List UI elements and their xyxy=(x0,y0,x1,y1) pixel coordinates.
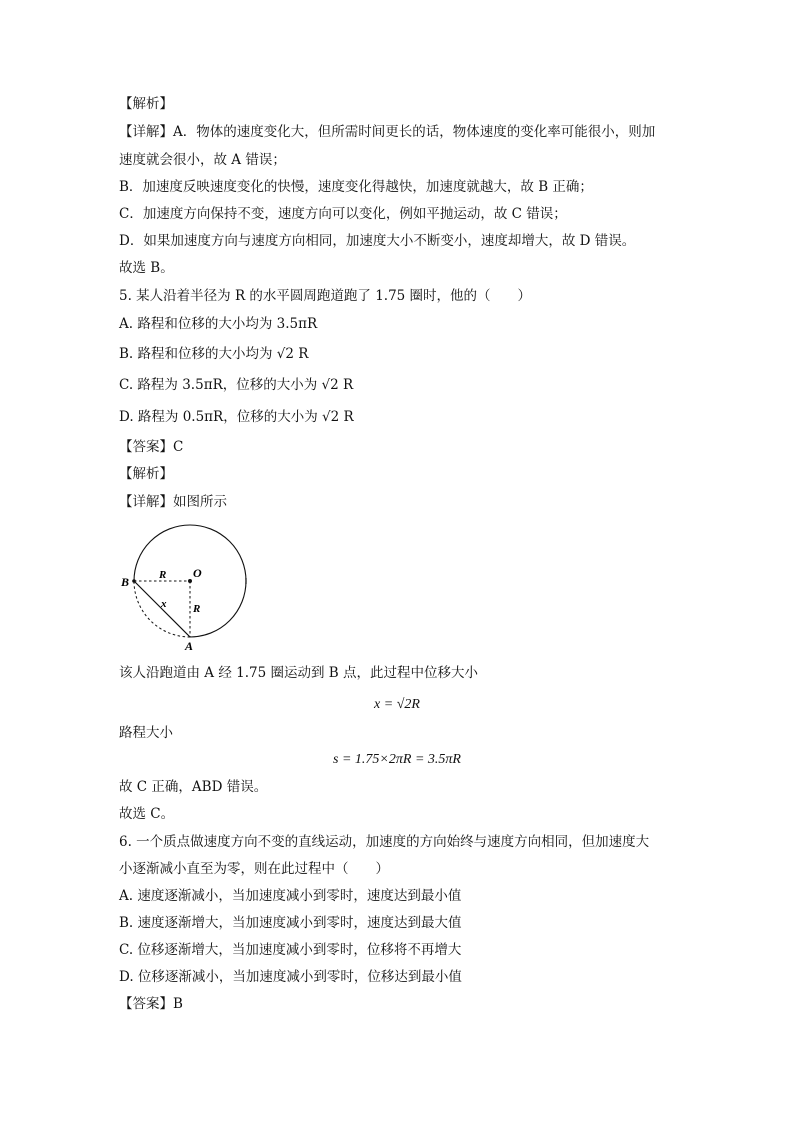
q5-option-a: A. 路程和位移的大小均为 3.5πR xyxy=(119,316,318,332)
question-6: 6. 一个质点做速度方向不变的直线运动，加速度的方向始终与速度方向相同，但加速度大 xyxy=(119,834,650,850)
q5-option-b: B. 路程和位移的大小均为 √2 R xyxy=(119,346,309,362)
label-r-horizontal: R xyxy=(159,569,167,581)
q6-option-d: D. 位移逐渐减小，当加速度减小到零时，位移达到最小值 xyxy=(119,969,462,985)
q5-option-c: C. 路程为 3.5πR，位移的大小为 √2 R xyxy=(119,377,354,393)
section-analysis-heading: 【解析】 xyxy=(119,96,173,112)
label-x: x xyxy=(161,598,167,610)
equation-path: s = 1.75×2πR = 3.5πR xyxy=(333,752,461,767)
q6-option-a: A. 速度逐渐减小，当加速度减小到零时，速度达到最小值 xyxy=(119,888,462,904)
label-b: B xyxy=(121,575,130,589)
detail-line-c: C．加速度方向保持不变，速度方向可以变化，例如平抛运动，故 C 错误； xyxy=(119,206,567,222)
q6-answer: 【答案】B xyxy=(119,996,183,1012)
q6-option-c: C. 位移逐渐增大，当加速度减小到零时，位移将不再增大 xyxy=(119,942,462,958)
q5-detail-intro: 【详解】如图所示 xyxy=(119,494,227,510)
label-r-vertical: R xyxy=(193,603,201,615)
question-6-cont: 小逐渐减小直至为零，则在此过程中（ ） xyxy=(119,861,389,877)
path-length-label: 路程大小 xyxy=(119,725,173,741)
detail-line-a-cont: 速度就会很小，故 A 错误； xyxy=(119,152,286,168)
question-5: 5. 某人沿着半径为 R 的水平圆周跑道跑了 1.75 圈时，他的（ ） xyxy=(119,288,532,304)
q5-conclusion: 故 C 正确，ABD 错误。 xyxy=(119,779,268,795)
q5-final-choice: 故选 C。 xyxy=(119,806,175,822)
label-a: A xyxy=(185,639,194,653)
label-o: O xyxy=(193,566,202,580)
detail-line-d: D．如果加速度方向与速度方向相同，加速度大小不断变小，速度却增大，故 D 错误。 xyxy=(119,233,636,249)
q6-option-b: B. 速度逐渐增大，当加速度减小到零时，速度达到最大值 xyxy=(119,915,462,931)
q5-explanation: 该人沿跑道由 A 经 1.75 圈运动到 B 点，此过程中位移大小 xyxy=(119,665,478,681)
circle-diagram xyxy=(118,520,258,655)
center-point xyxy=(188,579,192,583)
q5-option-d: D. 路程为 0.5πR，位移的大小为 √2 R xyxy=(119,409,354,425)
answer-conclusion: 故选 B。 xyxy=(119,260,174,276)
detail-line-a: 【详解】A．物体的速度变化大，但所需时间更长的话，物体速度的变化率可能很小，则加 xyxy=(119,124,656,140)
q5-analysis-heading: 【解析】 xyxy=(119,466,173,482)
detail-line-b: B．加速度反映速度变化的快慢，速度变化得越快，加速度就越大，故 B 正确； xyxy=(119,179,593,195)
q5-answer: 【答案】C xyxy=(119,439,184,455)
point-b xyxy=(132,579,136,583)
equation-displacement: x = √2R xyxy=(374,697,420,712)
